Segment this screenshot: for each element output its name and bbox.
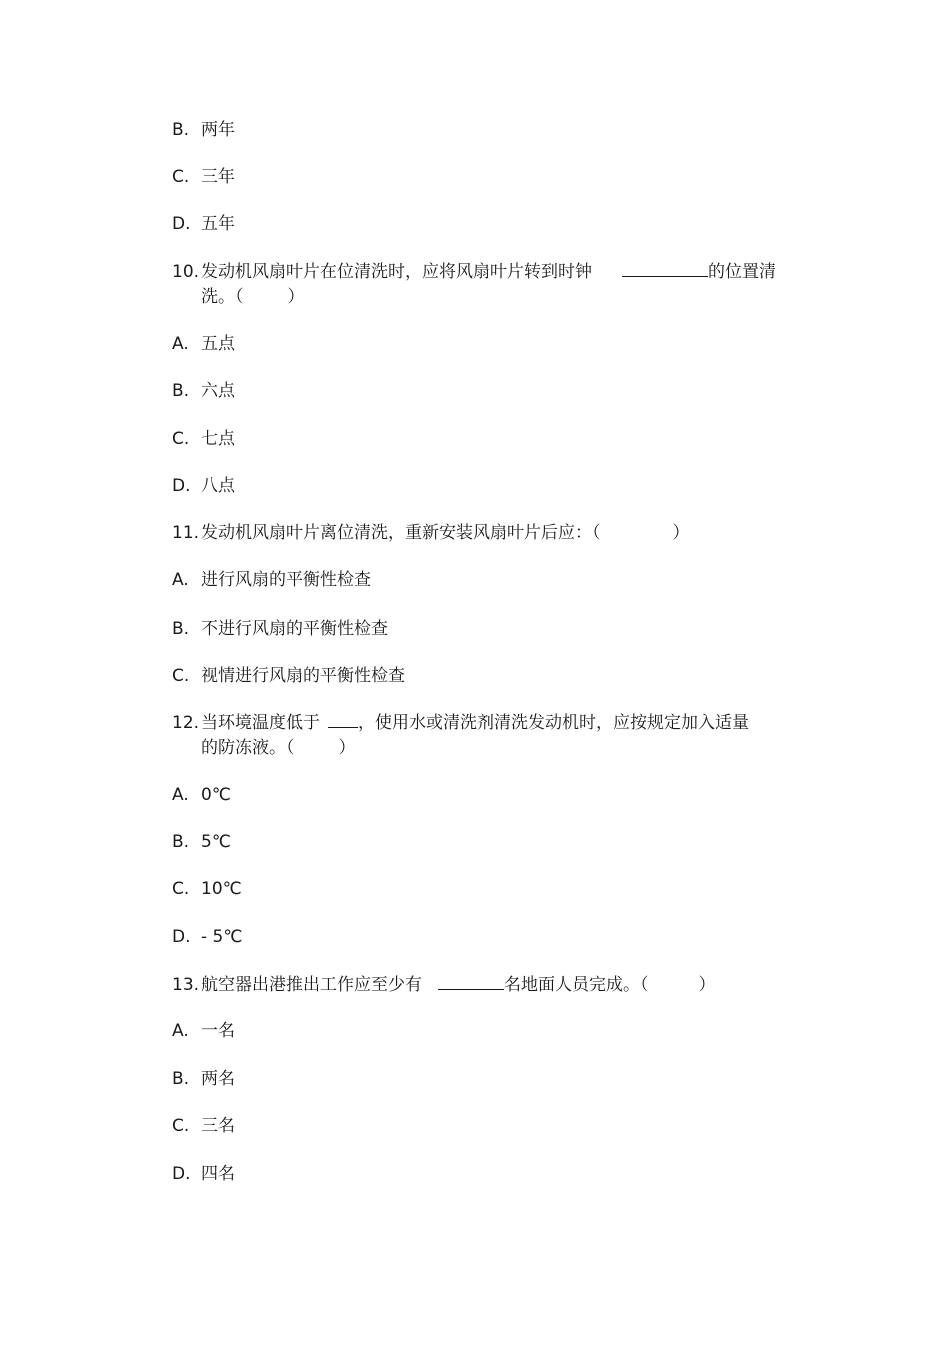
q9-option-b (172, 118, 235, 142)
q13-stem (172, 972, 716, 997)
question-text: 发动机风扇叶片在位清洗时，应将风扇叶片转到时钟 (201, 262, 592, 282)
option-text: - 5℃ (201, 927, 243, 947)
question-text: 名地面人员完成。（ (504, 975, 649, 995)
question-text: 发动机风扇叶片离位清洗，重新安装风扇叶片后应：（ (201, 523, 601, 543)
q12-option-c (172, 877, 242, 901)
q12-option-d (172, 925, 242, 949)
question-text: 的位置清 (708, 262, 776, 282)
option-text: 六点 (201, 381, 235, 401)
option-text: 两名 (201, 1069, 235, 1089)
option-text: 三名 (201, 1116, 235, 1136)
q12-stem-line1 (172, 710, 749, 735)
question-number: 12. (172, 713, 200, 733)
question-number: 10. (172, 262, 200, 282)
option-letter: C. (172, 167, 190, 187)
question-text: ） (287, 287, 305, 307)
q11-option-b (172, 617, 388, 641)
option-letter: C. (172, 666, 190, 686)
q11-stem (172, 521, 690, 545)
option-letter: C. (172, 429, 190, 449)
option-letter: A. (172, 785, 189, 805)
option-text: 两年 (201, 120, 235, 140)
option-text: 视情进行风扇的平衡性检查 (201, 666, 405, 686)
option-text: 进行风扇的平衡性检查 (201, 570, 371, 590)
q11-option-c (172, 664, 405, 688)
answer-blank (438, 972, 504, 990)
question-text: 洗。（ (201, 287, 244, 307)
question-text: 航空器出港推出工作应至少有 (201, 975, 422, 995)
option-letter: D. (172, 1164, 191, 1184)
option-text: 五年 (201, 214, 235, 234)
answer-blank (328, 710, 358, 728)
question-text: ） (672, 523, 690, 543)
option-letter: C. (172, 879, 190, 899)
option-text: 一名 (201, 1021, 235, 1041)
q13-option-c (172, 1114, 235, 1138)
option-letter: B. (172, 832, 190, 852)
q9-option-c (172, 165, 235, 189)
q13-option-b (172, 1067, 235, 1091)
q10-option-b (172, 379, 235, 403)
q9-option-d (172, 212, 235, 236)
option-letter: D. (172, 476, 191, 496)
option-letter: A. (172, 570, 189, 590)
q11-option-a (172, 568, 371, 592)
question-text: ） (338, 738, 356, 758)
option-text: 七点 (201, 429, 235, 449)
option-letter: A. (172, 1021, 189, 1041)
q10-option-a (172, 332, 235, 356)
option-letter: B. (172, 619, 190, 639)
option-text: 五点 (201, 334, 235, 354)
q10-stem-line2 (201, 285, 305, 309)
q12-option-b (172, 830, 231, 854)
option-text: 三年 (201, 167, 235, 187)
question-text: ，使用水或清洗剂清洗发动机时，应按规定加入适量 (358, 713, 749, 733)
q10-option-d (172, 474, 235, 498)
q10-option-c (172, 427, 235, 451)
question-text: 的防冻液。（ (201, 738, 295, 758)
option-letter: C. (172, 1116, 190, 1136)
option-letter: D. (172, 214, 191, 234)
option-text: 四名 (201, 1164, 235, 1184)
question-text: ） (698, 975, 716, 995)
option-letter: B. (172, 120, 190, 140)
option-text: 0℃ (201, 785, 231, 805)
option-text: 八点 (201, 476, 235, 496)
q10-stem-line1 (172, 259, 776, 284)
q12-option-a (172, 783, 231, 807)
answer-blank (622, 259, 708, 277)
option-letter: B. (172, 1069, 190, 1089)
option-letter: A. (172, 334, 189, 354)
option-letter: D. (172, 927, 191, 947)
option-text: 5℃ (201, 832, 231, 852)
option-text: 不进行风扇的平衡性检查 (201, 619, 388, 639)
q13-option-d (172, 1162, 235, 1186)
option-text: 10℃ (201, 879, 242, 899)
q12-stem-line2 (201, 736, 356, 760)
q13-option-a (172, 1019, 235, 1043)
question-number: 13. (172, 975, 200, 995)
question-text: 当环境温度低于 (201, 713, 320, 733)
question-number: 11. (172, 523, 200, 543)
option-letter: B. (172, 381, 190, 401)
